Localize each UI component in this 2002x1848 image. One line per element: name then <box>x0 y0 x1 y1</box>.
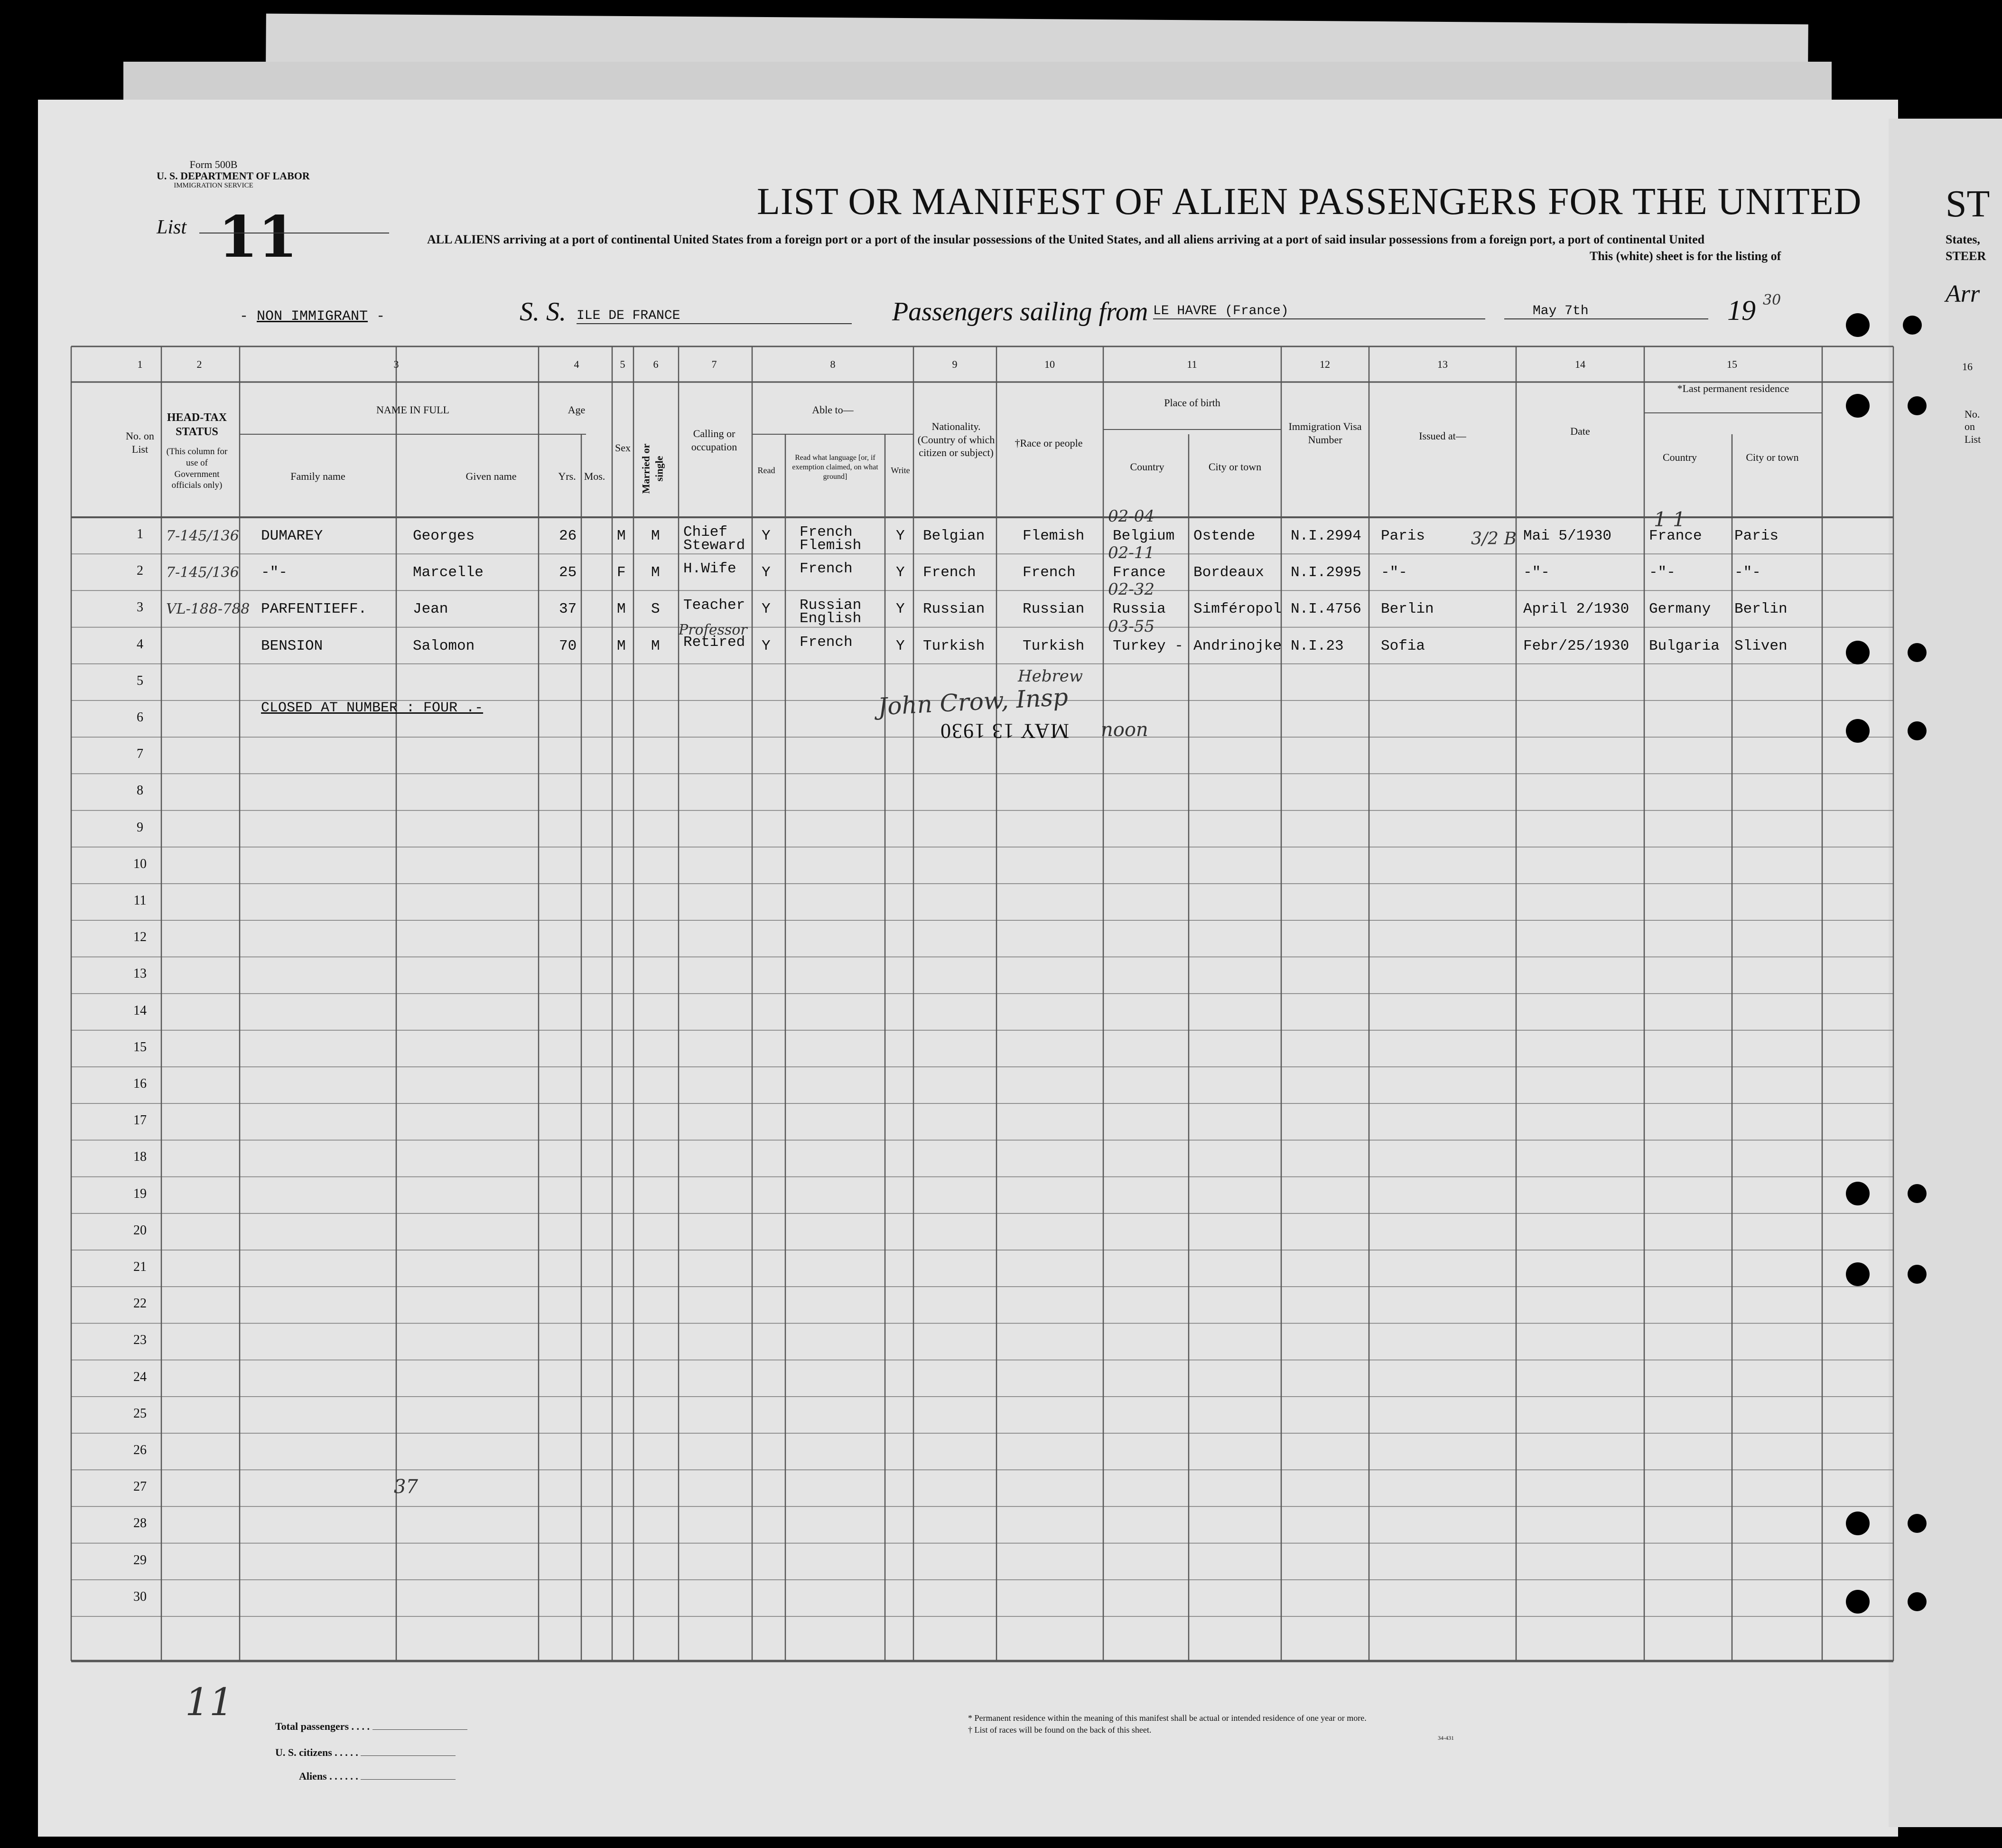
cell-given: Marcelle <box>413 564 484 581</box>
sailing-label: Passengers sailing from <box>892 297 1148 327</box>
cell-code: 03-55 <box>1108 616 1155 636</box>
footer-total: Total passengers . . . . <box>275 1720 467 1733</box>
cell-res-country: France <box>1649 528 1702 544</box>
cell-issued: Berlin <box>1381 601 1434 618</box>
column-number: 9 <box>952 358 958 370</box>
punch-hole <box>1846 641 1870 664</box>
cell-code: 02-04 <box>1108 507 1155 526</box>
header-yrs: Yrs. <box>558 470 576 482</box>
row-number: 18 <box>133 1149 147 1165</box>
cell-date: April 2/1930 <box>1523 601 1630 618</box>
footer-aliens-label: Aliens <box>299 1770 327 1782</box>
row-number: 25 <box>133 1406 147 1421</box>
punch-hole <box>1846 1182 1870 1205</box>
row-number: 26 <box>133 1443 147 1457</box>
row-number: 21 <box>133 1260 147 1274</box>
row-number: 27 <box>133 1479 147 1494</box>
row-number: 13 <box>133 966 147 981</box>
race-correction: Hebrew <box>1018 667 1083 686</box>
cell-write: Y <box>896 564 905 581</box>
footer-aliens: Aliens . . . . . . <box>299 1770 456 1783</box>
cell-sex: M <box>617 637 626 654</box>
ss-label: S. S. <box>520 297 566 327</box>
cell-birth-country: Russia <box>1113 601 1166 618</box>
row-number: 30 <box>133 1589 147 1604</box>
cell-age: 70 <box>559 637 577 654</box>
header-read-language: Read what language [or, if exemption claimed, on what ground] <box>792 454 878 481</box>
row-number: 7 <box>137 747 143 762</box>
column-number: 8 <box>830 358 836 370</box>
cell-headtax: 7-145/136 <box>166 528 239 544</box>
cell-res-city: -"- <box>1734 564 1761 581</box>
column-number: 10 <box>1044 358 1055 370</box>
row-number: 15 <box>133 1039 147 1055</box>
adjacent-on: on <box>1965 420 1975 433</box>
cell-language: French Flemish <box>800 524 862 554</box>
row-number: 29 <box>133 1552 147 1568</box>
cell-family: DUMAREY <box>261 528 323 544</box>
punch-hole <box>1908 1514 1927 1533</box>
footer-citizens: U. S. citizens . . . . . <box>275 1746 456 1759</box>
header-date: Date <box>1570 425 1590 437</box>
service-name: IMMIGRATION SERVICE <box>174 182 253 190</box>
adjacent-no-on-list <box>1965 408 1981 446</box>
footer-citizens-label: U. S. citizens <box>275 1746 332 1758</box>
cell-race: Flemish <box>1023 528 1085 544</box>
closed-at-number: CLOSED AT NUMBER : FOUR .- <box>261 700 484 716</box>
cell-visa: N.I.2995 <box>1291 564 1361 581</box>
cell-date: Mai 5/1930 <box>1523 528 1612 544</box>
header-birth-city: City or town <box>1208 461 1262 473</box>
passenger-class: NON IMMIGRANT <box>257 308 368 325</box>
cell-visa: N.I.2994 <box>1291 528 1361 544</box>
punch-hole <box>1908 1184 1927 1203</box>
page-title: LIST OR MANIFEST OF ALIEN PASSENGERS FOR THE UNITED <box>757 181 1862 223</box>
ship-name: ILE DE FRANCE <box>577 308 852 324</box>
cell-occupation: Chief Steward <box>683 524 745 554</box>
cell-read: Y <box>762 564 771 581</box>
cell-nationality: French <box>923 564 976 581</box>
row-number: 22 <box>133 1296 147 1311</box>
cell-marital: M <box>651 637 660 654</box>
cell-given: Jean <box>413 601 448 618</box>
year-suffix: 30 <box>1763 292 1781 308</box>
cell-race: Russian <box>1023 601 1085 618</box>
column-number: 2 <box>196 358 202 370</box>
row-number: 23 <box>133 1333 147 1348</box>
year-prefix: 19 <box>1727 295 1756 326</box>
header-married: Married or single <box>640 443 665 494</box>
header-nationality: Nationality. (Country of which citizen or subject) <box>917 420 995 458</box>
row-number: 20 <box>133 1223 147 1238</box>
cell-nationality: Belgian <box>923 528 985 544</box>
cell-read: Y <box>762 637 771 654</box>
punch-hole <box>1908 643 1927 662</box>
cell-age: 26 <box>559 528 577 544</box>
cell-headtax: 7-145/136 <box>166 564 239 581</box>
cell-birth-country: France <box>1113 564 1166 581</box>
punch-hole <box>1846 1262 1870 1286</box>
cell-sex: M <box>617 601 626 618</box>
punch-hole <box>1846 313 1870 337</box>
column-number: 12 <box>1320 358 1330 370</box>
header-res-city: City or town <box>1746 451 1799 463</box>
row-number: 4 <box>137 636 143 652</box>
subtitle-line2: This (white) sheet is for the listing of <box>1590 249 1781 263</box>
arrival-stamp: MAY 13 1930 <box>940 719 1070 743</box>
column-number: 13 <box>1437 358 1448 370</box>
row-number: 10 <box>133 856 147 871</box>
footer-form-code: 34-431 <box>1438 1735 1454 1741</box>
row-number: 17 <box>133 1113 147 1128</box>
column-number: 4 <box>574 358 579 370</box>
cell-birth-city: Simféropol <box>1193 601 1282 618</box>
row-number: 6 <box>137 710 143 725</box>
list-label: List <box>157 216 187 238</box>
header-last-residence: *Last permanent residence <box>1677 383 1789 394</box>
cell-read: Y <box>762 601 771 618</box>
row-number: 19 <box>133 1186 147 1201</box>
row-number: 8 <box>137 783 143 798</box>
cell-birth-city: Ostende <box>1193 528 1256 544</box>
column-number: 14 <box>1575 358 1585 370</box>
row-number: 2 <box>137 563 143 579</box>
cell-birth-country: Belgium <box>1113 528 1175 544</box>
header-visa: Immigration Visa Number <box>1288 420 1362 446</box>
punch-hole <box>1908 1592 1927 1611</box>
header-able-to: Able to— <box>812 404 854 416</box>
number-note: 37 <box>394 1476 418 1498</box>
cell-marital: M <box>651 564 660 581</box>
footer-citizens-line <box>361 1755 456 1756</box>
row-number: 1 <box>137 527 143 541</box>
inspector-signature: John Crow, Insp <box>877 683 1069 721</box>
cell-sex: F <box>617 564 626 581</box>
cell-occupation: H.Wife <box>683 560 736 578</box>
row-number: 11 <box>133 893 147 908</box>
residence-marks: 1 1 <box>1654 508 1685 531</box>
cell-birth-city: Andrinojke <box>1193 637 1282 654</box>
cell-date: -"- <box>1523 564 1550 581</box>
column-number: 5 <box>620 358 625 370</box>
cell-family: PARFENTIEFF. <box>261 601 367 618</box>
cell-res-country: Germany <box>1649 601 1711 618</box>
cell-nationality: Russian <box>923 601 985 618</box>
cell-birth-country: Turkey - <box>1113 637 1183 654</box>
header-sex: Sex <box>615 442 631 454</box>
cell-language: French <box>800 560 853 578</box>
cell-language: French <box>800 634 853 651</box>
cell-res-city: Paris <box>1734 528 1779 544</box>
punch-hole <box>1903 316 1922 335</box>
footer-note-races: † List of races will be found on the back of this sheet. <box>968 1725 1152 1735</box>
cell-write: Y <box>896 637 905 654</box>
row-number: 3 <box>137 600 143 615</box>
footer-total-label: Total passengers <box>275 1720 349 1732</box>
punch-hole <box>1846 1590 1870 1614</box>
column-number: 6 <box>653 358 659 370</box>
port-name: LE HAVRE (France) <box>1153 304 1485 319</box>
column-number: 7 <box>711 358 717 370</box>
row-number: 12 <box>133 930 147 945</box>
cell-code: 02-11 <box>1108 543 1155 563</box>
column-number: 15 <box>1727 358 1737 370</box>
cell-family: BENSION <box>261 637 323 654</box>
bottom-mark: 11 <box>185 1680 233 1724</box>
cell-race: Turkish <box>1023 637 1085 654</box>
punch-hole <box>1846 719 1870 743</box>
cell-date: Febr/25/1930 <box>1523 637 1630 654</box>
department-name: U. S. DEPARTMENT OF LABOR <box>157 170 310 182</box>
punch-hole <box>1908 1265 1927 1284</box>
header-family-name: Family name <box>290 470 345 482</box>
cell-family: -"- <box>261 564 288 581</box>
cell-issued: Paris <box>1381 528 1425 544</box>
class-label: - NON IMMIGRANT - <box>240 308 385 325</box>
issued-fraction: 3/2 B <box>1471 529 1517 549</box>
cell-issued: Sofia <box>1381 637 1425 654</box>
cell-given: Georges <box>413 528 475 544</box>
sailing-date: May 7th <box>1504 304 1708 319</box>
header-place-of-birth: Place of birth <box>1164 397 1220 409</box>
cell-sex: M <box>617 528 626 544</box>
column-number: 3 <box>393 358 399 370</box>
footer-note-residence: * Permanent residence within the meaning of this manifest shall be actual or intended residence of one year or more. <box>968 1713 1367 1723</box>
header-race: †Race or people <box>1015 437 1083 449</box>
cell-res-city: Berlin <box>1734 601 1788 618</box>
row-number: 24 <box>133 1369 147 1384</box>
row-number: 14 <box>133 1003 147 1018</box>
form-number: Form 500B <box>189 159 238 170</box>
cell-age: 25 <box>559 564 577 581</box>
row-number: 16 <box>133 1076 147 1091</box>
header-head-tax-note: (This column for use of Government officials only) <box>166 447 228 491</box>
punch-hole <box>1908 396 1927 415</box>
adjacent-title: ST <box>1946 183 1990 225</box>
footer-aliens-line <box>361 1779 456 1780</box>
cell-write: Y <box>896 601 905 618</box>
cell-res-country: -"- <box>1649 564 1676 581</box>
cell-occupation: Teacher <box>683 597 745 614</box>
cell-read: Y <box>762 528 771 544</box>
header-issued-at: Issued at— <box>1419 430 1466 442</box>
header-age: Age <box>568 404 586 416</box>
row-number: 28 <box>133 1516 147 1531</box>
punch-hole <box>1846 394 1870 418</box>
noon-note: noon <box>1101 719 1148 741</box>
cell-res-city: Sliven <box>1734 637 1788 654</box>
header-birth-country: Country <box>1130 461 1164 473</box>
header-head-tax: HEAD-TAX STATUS <box>167 411 227 438</box>
header-given-name: Given name <box>466 470 517 482</box>
cell-marital: M <box>651 528 660 544</box>
cell-headtax: VL-188-788 <box>166 601 250 618</box>
cell-res-country: Bulgaria <box>1649 637 1720 654</box>
cell-visa: N.I.23 <box>1291 637 1344 654</box>
cell-race: French <box>1023 564 1076 581</box>
cell-age: 37 <box>559 601 577 618</box>
footer-total-line <box>372 1729 467 1730</box>
cell-birth-city: Bordeaux <box>1193 564 1264 581</box>
cell-marital: S <box>651 601 660 618</box>
adjacent-list: List <box>1965 433 1981 445</box>
list-number: 11 <box>218 204 298 271</box>
punch-hole <box>1908 721 1927 740</box>
header-no-on-list: No. on List <box>126 430 154 455</box>
header-name-in-full: NAME IN FULL <box>376 404 449 416</box>
header-mos: Mos. <box>584 470 605 482</box>
adjacent-no: No. <box>1965 408 1980 420</box>
occupation-correction: Professor <box>679 622 747 638</box>
subtitle-line1: ALL ALIENS arriving at a port of continental United States from a foreign port or a port of the insular possessions of the United States, and all aliens arriving at a port of said insular possessions from a foreign port, a port of continental United <box>427 233 1705 246</box>
adjacent-sub3: Arr <box>1946 280 1980 308</box>
adjacent-sub1: States, <box>1946 233 1980 246</box>
cell-code: 02-32 <box>1108 580 1155 599</box>
cell-visa: N.I.4756 <box>1291 601 1361 618</box>
header-read: Read <box>757 466 775 475</box>
header-res-country: Country <box>1662 451 1697 463</box>
adjacent-col16: 16 <box>1962 361 1973 373</box>
header-calling: Calling or occupation <box>691 428 737 453</box>
form-id <box>157 159 310 190</box>
cell-language: Russian English <box>800 597 862 627</box>
row-number: 5 <box>137 673 143 688</box>
cell-occupation: Retired <box>683 634 745 651</box>
row-number: 9 <box>137 820 143 835</box>
cell-given: Salomon <box>413 637 475 654</box>
cell-write: Y <box>896 528 905 544</box>
cell-nationality: Turkish <box>923 637 985 654</box>
column-number: 11 <box>1187 358 1197 370</box>
header-write: Write <box>891 466 910 475</box>
punch-hole <box>1846 1512 1870 1535</box>
adjacent-sub2: STEER <box>1946 249 1986 263</box>
column-number: 1 <box>137 358 143 370</box>
cell-issued: -"- <box>1381 564 1407 581</box>
